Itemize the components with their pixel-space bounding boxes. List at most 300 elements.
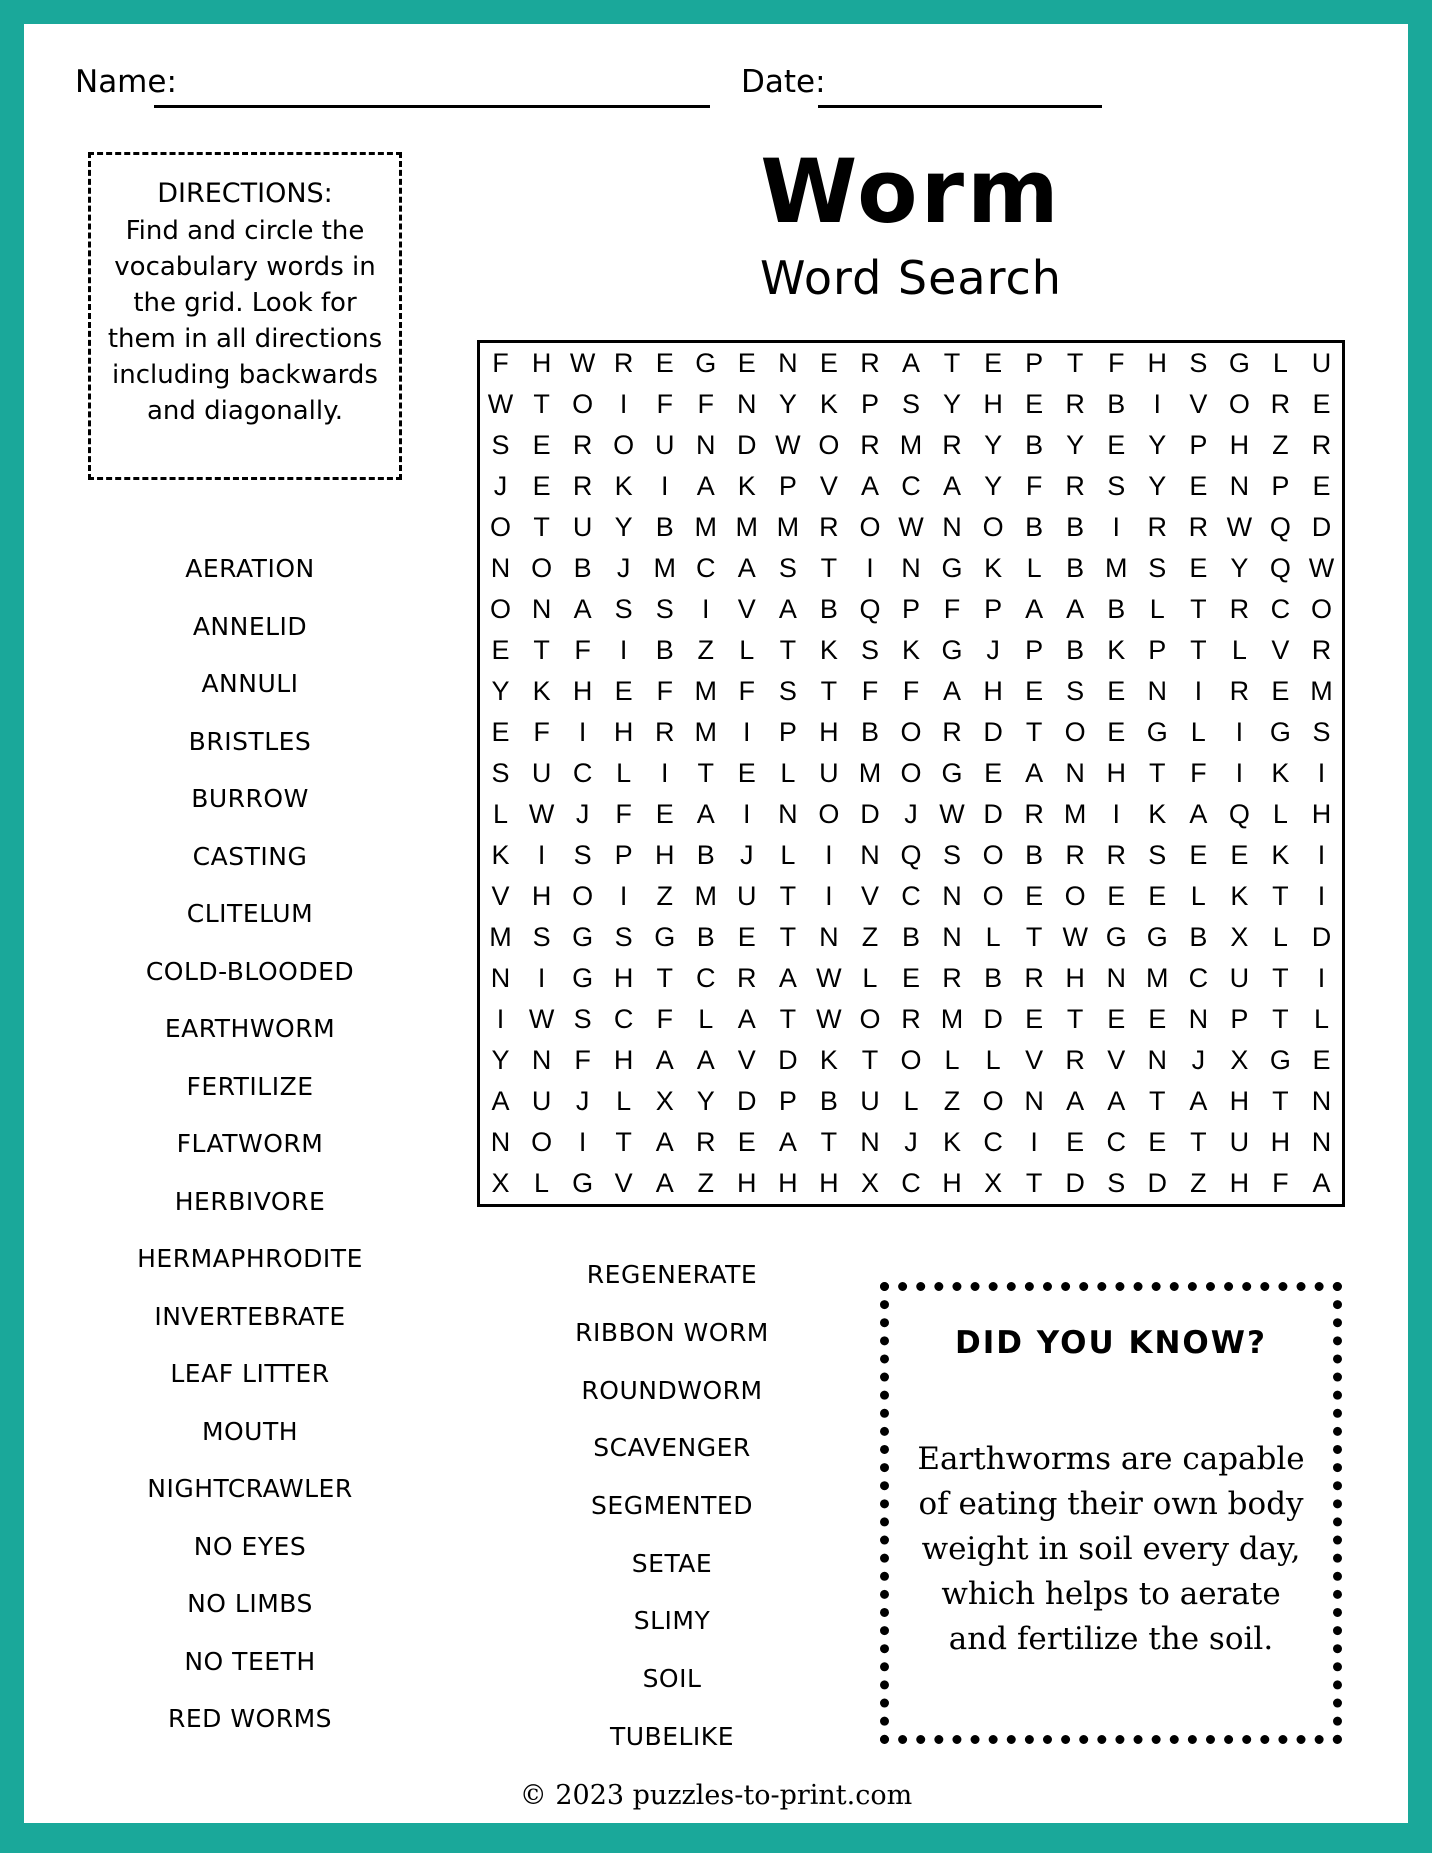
grid-cell: S [1107,1168,1126,1198]
grid-cell: U [531,1086,552,1116]
grid-cell: H [654,840,675,870]
grid-cell: G [1105,922,1127,952]
grid-cell: I [1030,1127,1038,1157]
word-list-item: RED WORMS [167,1704,333,1734]
grid-cell: D [1065,1168,1085,1198]
grid-cell: E [532,430,551,460]
grid-cell: C [1270,594,1291,624]
grid-cell: M [1146,963,1169,993]
grid-cell: S [1066,676,1085,706]
grid-cell: R [1229,594,1250,624]
grid-cell: H [1147,348,1168,378]
grid-cell: Y [491,676,510,706]
grid-row [480,753,1342,794]
grid-cell: B [655,635,674,665]
grid-cell: F [574,635,591,665]
grid-cell: Z [943,1086,961,1116]
grid-cell: E [1230,840,1249,870]
grid-cell: H [613,1045,634,1075]
grid-cell: L [862,963,878,993]
grid-cell: E [1148,1127,1167,1157]
grid-cell: C [696,963,716,993]
grid-cell: L [1026,553,1042,583]
grid-cell: B [901,922,920,952]
grid-cell: A [1107,1086,1126,1116]
grid-cell: H [1229,1168,1250,1198]
grid-cell: O [572,881,594,911]
grid-cell: M [899,430,923,460]
grid-cell: L [616,1086,632,1116]
grid-cell: E [984,348,1003,378]
grid-cell: K [1271,840,1290,870]
grid-cell: B [1107,389,1126,419]
grid-cell: L [903,1086,919,1116]
grid-cell: R [572,471,593,501]
word-list-item: TUBELIKE [609,1721,734,1751]
grid-cell: L [944,1045,960,1075]
grid-cell: T [861,1045,879,1075]
grid-row [480,794,1342,835]
grid-cell: I [578,1127,587,1157]
grid-cell: A [778,1127,797,1157]
grid-cell: E [1148,881,1167,911]
grid-cell: W [816,1004,842,1034]
grid-cell: C [901,1168,921,1198]
grid-cell: H [1229,430,1250,460]
grid-cell: L [493,799,509,829]
word-list-item: EARTHWORM [164,1014,336,1044]
grid-cell: R [1065,471,1085,501]
grid-cell: N [490,963,511,993]
grid-cell: R [572,430,593,460]
grid-cell: Y [778,389,797,419]
grid-cell: T [1190,1127,1207,1157]
grid-cell: B [696,922,715,952]
grid-cell: R [1311,430,1332,460]
grid-cell: E [1025,1004,1044,1034]
grid-cell: C [1188,963,1209,993]
grid-cell: I [1112,799,1120,829]
grid-cell: O [1310,594,1332,624]
grid-cell: E [1025,389,1044,419]
grid-cell: N [1147,676,1168,706]
grid-cell: S [1148,840,1167,870]
grid-row [480,712,1342,753]
grid-cell: T [533,389,550,419]
grid-cell: O [490,594,512,624]
grid-cell: E [984,758,1003,788]
grid-cell: L [1190,717,1206,747]
word-list-item: HERMAPHRODITE [137,1244,363,1274]
grid-cell: M [694,717,717,747]
grid-cell: A [573,594,592,624]
grid-cell: V [737,594,756,624]
grid-cell: S [614,594,633,624]
grid-cell: T [1025,922,1043,952]
grid-cell: K [1107,635,1126,665]
grid-cell: G [572,922,594,952]
grid-cell: J [904,799,918,829]
page-title: Worm [760,140,1062,243]
grid-cell: O [572,389,594,419]
grid-cell: M [858,758,882,788]
word-list-item: AERATION [185,554,315,584]
grid-cell: A [737,1004,756,1034]
grid-cell: Q [1269,512,1291,542]
grid-row [480,1040,1342,1081]
grid-cell: P [1271,471,1290,501]
grid-cell: H [531,348,552,378]
grid-cell: D [1311,922,1332,952]
grid-cell: B [1066,635,1085,665]
grid-cell: L [1272,799,1288,829]
grid-cell: G [1146,922,1168,952]
grid-cell: I [619,635,628,665]
grid-cell: M [694,676,717,706]
grid-cell: X [1230,1045,1249,1075]
grid-cell: J [616,553,631,583]
grid-cell: H [737,1168,757,1198]
grid-cell: E [1107,1004,1126,1034]
grid-cell: R [942,963,962,993]
grid-cell: A [737,553,756,583]
grid-cell: K [819,1045,838,1075]
grid-cell: Y [984,430,1003,460]
grid-cell: A [1066,594,1085,624]
grid-cell: A [696,471,715,501]
grid-cell: Q [1228,799,1250,829]
grid-cell: N [901,553,921,583]
grid-cell: I [619,389,628,419]
grid-cell: O [900,1045,922,1075]
grid-cell: F [1272,1168,1289,1198]
grid-cell: F [943,594,961,624]
grid-cell: D [983,799,1003,829]
grid-cell: L [1313,1004,1329,1034]
grid-row [480,589,1342,630]
grid-cell: T [697,758,714,788]
grid-cell: F [1190,758,1207,788]
grid-cell: D [983,1004,1003,1034]
grid-cell: Y [1148,430,1167,460]
grid-cell: E [491,717,510,747]
name-label: Name: [75,64,177,100]
grid-cell: F [861,676,879,706]
grid-cell: M [1104,553,1128,583]
word-list-item: BURROW [191,784,309,814]
grid-cell: T [1272,1004,1289,1034]
grid-cell: G [1269,717,1291,747]
grid-cell: T [820,1127,838,1157]
grid-cell: O [982,1086,1004,1116]
grid-cell: R [696,1127,716,1157]
grid-cell: R [1065,840,1085,870]
grid-cell: C [983,1127,1003,1157]
word-list-item: FLATWORM [176,1129,324,1159]
grid-cell: Z [656,881,673,911]
grid-cell: R [860,430,880,460]
word-list-item: SCAVENGER [593,1433,751,1463]
grid-cell: U [1229,963,1250,993]
word-list-item: HERBIVORE [174,1186,326,1216]
grid-cell: Y [614,512,633,542]
grid-cell: Q [1269,553,1291,583]
grid-cell: R [1024,799,1044,829]
grid-cell: T [1272,963,1289,993]
grid-cell: E [655,348,674,378]
grid-cell: O [982,881,1004,911]
date-fill-in-line[interactable] [818,105,1102,108]
name-fill-in-line[interactable] [154,105,710,108]
grid-cell: O [531,1127,553,1157]
grid-cell: I [866,553,874,583]
grid-cell: Y [1148,471,1167,501]
grid-cell: T [943,348,961,378]
grid-cell: N [1024,1086,1044,1116]
grid-cell: O [531,553,553,583]
grid-cell: B [1189,922,1208,952]
grid-cell: I [496,1004,505,1034]
grid-cell: R [1311,635,1332,665]
grid-cell: K [901,635,920,665]
grid-cell: S [573,1004,592,1034]
grid-cell: L [780,758,796,788]
grid-cell: T [1025,1168,1043,1198]
grid-cell: G [1146,717,1168,747]
grid-cell: H [613,717,634,747]
grid-cell: D [1147,1168,1168,1198]
did-you-know-box [880,1282,1342,1744]
grid-cell: Q [900,840,922,870]
grid-cell: T [656,963,673,993]
grid-cell: M [1310,676,1333,706]
word-list-left-column [84,540,416,1748]
word-search-grid [477,340,1345,1207]
grid-cell: H [1106,758,1126,788]
grid-cell: P [1189,430,1208,460]
grid-cell: V [1107,1045,1126,1075]
grid-cell: I [1194,676,1203,706]
grid-cell: T [615,1127,632,1157]
grid-cell: L [1272,922,1288,952]
grid-cell: Z [1272,430,1289,460]
grid-cell: F [656,676,673,706]
grid-cell: S [614,922,633,952]
grid-cell: O [818,799,840,829]
grid-cell: K [614,471,633,501]
grid-cell: I [1112,512,1120,542]
grid-cell: H [983,676,1003,706]
grid-cell: I [578,717,587,747]
grid-cell: G [941,553,963,583]
grid-cell: J [575,1086,590,1116]
grid-cell: E [1312,471,1331,501]
grid-row [480,507,1342,548]
word-list-item: COLD-BLOODED [145,956,355,986]
grid-cell: L [698,1004,714,1034]
grid-cell: A [778,963,797,993]
grid-cell: F [1025,471,1043,501]
grid-cell: W [487,389,514,419]
grid-cell: Z [697,635,714,665]
grid-cell: E [819,348,838,378]
grid-cell: W [816,963,842,993]
grid-cell: O [859,512,881,542]
grid-cell: F [533,717,550,747]
grid-cell: E [532,471,551,501]
grid-cell: H [819,717,839,747]
grid-cell: J [1191,1045,1206,1075]
grid-row [480,999,1342,1040]
word-list-item: SETAE [631,1548,713,1578]
grid-cell: Z [861,922,879,952]
grid-cell: B [819,594,838,624]
grid-cell: X [860,1168,879,1198]
word-list-item: ROUNDWORM [581,1375,763,1405]
word-list-item: REGENERATE [586,1260,758,1290]
grid-cell: O [818,430,840,460]
grid-cell: G [941,758,963,788]
grid-cell: T [1149,1086,1166,1116]
grid-cell: L [616,758,632,788]
grid-cell: I [1317,881,1326,911]
grid-cell: I [537,840,546,870]
grid-cell: E [737,1127,756,1157]
grid-cell: X [984,1168,1003,1198]
word-list-item: NO TEETH [184,1646,316,1676]
grid-cell: N [1311,1086,1332,1116]
grid-cell: N [860,1127,880,1157]
grid-cell: X [655,1086,674,1116]
grid-cell: V [614,1168,633,1198]
grid-cell: O [900,717,922,747]
grid-cell: H [572,676,593,706]
grid-cell: R [819,512,839,542]
grid-cell: A [1066,1086,1085,1116]
word-list-middle-column [522,1246,822,1765]
grid-cell: B [1025,512,1044,542]
grid-cell: A [696,1045,715,1075]
grid-cell: E [737,922,756,952]
grid-cell: P [778,1086,797,1116]
grid-cell: F [902,676,920,706]
grid-cell: E [1189,840,1208,870]
grid-cell: Q [859,594,881,624]
grid-cell: F [1107,348,1125,378]
grid-row [480,548,1342,589]
grid-cell: S [778,676,797,706]
grid-cell: S [1189,348,1208,378]
grid-cell: O [900,758,922,788]
grid-cell: A [491,1086,510,1116]
grid-row [480,630,1342,671]
grid-cell: D [737,1086,757,1116]
grid-row [480,466,1342,507]
grid-cell: Y [696,1086,715,1116]
grid-cell: L [1231,635,1247,665]
grid-cell: B [696,840,715,870]
grid-cell: H [1229,1086,1250,1116]
grid-cell: A [655,1168,674,1198]
grid-cell: K [1148,799,1167,829]
grid-cell: G [572,1168,594,1198]
grid-cell: P [860,389,879,419]
word-list-item: BRISTLES [188,726,312,756]
grid-cell: R [1065,1045,1085,1075]
grid-row [480,425,1342,466]
grid-cell: X [491,1168,510,1198]
grid-cell: R [737,963,757,993]
grid-cell: N [490,553,511,583]
grid-cell: E [614,676,633,706]
grid-cell: I [660,758,669,788]
grid-cell: O [1228,389,1250,419]
grid-cell: F [492,348,509,378]
grid-cell: A [943,471,962,501]
grid-cell: H [1065,963,1085,993]
grid-cell: J [904,1127,918,1157]
grid-cell: E [1066,1127,1085,1157]
grid-cell: T [820,553,838,583]
grid-cell: K [943,1127,962,1157]
grid-cell: I [619,881,628,911]
word-list-item: SOIL [642,1664,702,1694]
grid-cell: I [825,840,833,870]
grid-cell: I [743,799,751,829]
grid-cell: N [531,1045,552,1075]
grid-cell: P [1025,348,1044,378]
grid-cell: P [778,471,797,501]
grid-cell: N [490,1127,511,1157]
grid-cell: V [1271,635,1290,665]
grid-cell: B [860,717,879,747]
date-label: Date: [741,64,826,100]
grid-row [480,384,1342,425]
grid-cell: O [1064,717,1086,747]
grid-cell: H [1270,1127,1291,1157]
grid-cell: S [532,922,551,952]
grid-cell: Y [943,389,962,419]
word-list-item: LEAF LITTER [170,1359,330,1389]
grid-cell: P [984,594,1003,624]
grid-cell: N [819,922,839,952]
did-you-know-heading: DID YOU KNOW? [955,1325,1267,1361]
grid-cell: F [574,1045,591,1075]
grid-cell: P [1230,1004,1249,1034]
grid-cell: I [1235,758,1244,788]
grid-cell: J [986,635,1000,665]
grid-cell: B [1025,430,1044,460]
grid-cell: E [1107,676,1126,706]
grid-cell: B [573,553,592,583]
grid-cell: I [1235,717,1244,747]
grid-cell: F [697,389,714,419]
grid-cell: L [534,1168,550,1198]
word-list-item: INVERTEBRATE [154,1301,346,1331]
grid-cell: E [1271,676,1290,706]
grid-cell: M [489,922,512,952]
grid-cell: J [740,840,754,870]
grid-cell: T [533,635,550,665]
grid-cell: T [1025,717,1043,747]
word-list-item: SEGMENTED [591,1491,753,1521]
grid-cell: A [1189,799,1208,829]
grid-cell: S [1148,553,1167,583]
grid-cell: V [1189,389,1208,419]
grid-cell: K [737,471,756,501]
grid-cell: R [1024,963,1044,993]
grid-cell: I [1317,758,1326,788]
